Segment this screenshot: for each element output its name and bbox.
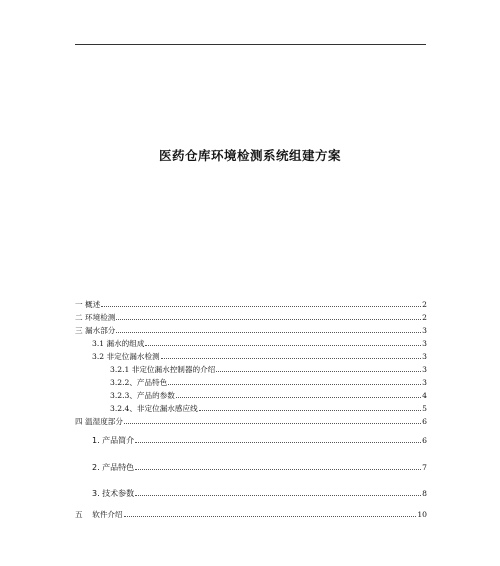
toc-entry-product-features[interactable] (92, 460, 427, 473)
toc-entry-3-2-2[interactable] (110, 375, 427, 388)
toc-entry-label: 3.2.4、非定位漏水感应线 (110, 404, 198, 413)
toc-dot-leader (135, 433, 421, 443)
toc-dot-leader (216, 362, 421, 372)
toc-dot-leader (124, 414, 421, 424)
toc-dot-leader (176, 388, 421, 398)
toc-entry-label: 3.1 漏水的组成 (92, 339, 145, 348)
toc-entry-label: 3. 技术参数 (92, 489, 135, 498)
toc-entry-label: 3.2.3、产品的参数 (110, 391, 175, 400)
toc-dot-leader (116, 310, 421, 320)
toc-dot-leader (135, 486, 421, 496)
toc-entry-leak[interactable] (75, 323, 427, 336)
toc-entry-label: 三 漏水部分 (75, 326, 116, 335)
toc-entry-environment[interactable] (75, 310, 427, 323)
toc-entry-product-intro[interactable] (92, 433, 427, 446)
toc-entry-3-2-1[interactable] (110, 362, 427, 375)
toc-page-number: 3 (422, 339, 427, 348)
toc-entry-label: 二 环境检测 (75, 313, 116, 322)
toc-dot-leader (199, 401, 421, 411)
toc-page-number: 6 (422, 417, 427, 426)
toc-dot-leader (116, 323, 421, 333)
toc-dot-leader (145, 336, 421, 346)
toc-dot-leader (161, 349, 422, 359)
toc-page-number: 2 (422, 300, 427, 309)
toc-page-number: 2 (422, 313, 427, 322)
toc-page-number: 5 (422, 404, 427, 413)
toc-page-number: 6 (422, 436, 427, 445)
toc-entry-label: 2. 产品特色 (92, 463, 135, 472)
toc-entry-label: 五 软件介绍 (75, 510, 123, 519)
toc-page-number: 8 (422, 489, 427, 498)
toc-dot-leader (135, 460, 421, 470)
toc-page-number: 10 (417, 510, 427, 519)
toc-dot-leader (101, 297, 421, 307)
toc-entry-label: 3.2 非定位漏水检测 (92, 352, 160, 361)
toc-entry-label: 1. 产品简介 (92, 436, 135, 445)
toc-entry-label: 3.2.2、产品特色 (110, 378, 168, 387)
toc-entry-temp-humidity[interactable] (75, 414, 427, 427)
toc-dot-leader (168, 375, 421, 385)
toc-dot-leader (124, 507, 417, 517)
toc-page-number: 3 (422, 365, 427, 374)
toc-entry-label: 3.2.1 非定位漏水控制器的介绍 (110, 365, 216, 374)
toc-entry-3-2-3[interactable] (110, 388, 427, 401)
toc-entry-3-2[interactable] (92, 349, 427, 362)
toc-entry-label: 四 温湿度部分 (75, 417, 123, 426)
toc-page-number: 3 (422, 326, 427, 335)
toc-entry-overview[interactable] (75, 297, 427, 310)
toc-entry-3-1[interactable] (92, 336, 427, 349)
toc-entry-tech-params[interactable] (92, 486, 427, 499)
toc-page-number: 3 (422, 352, 427, 361)
toc-page-number: 3 (422, 378, 427, 387)
toc-page-number: 4 (422, 391, 427, 400)
toc-entry-3-2-4[interactable] (110, 401, 427, 414)
toc-entry-label: 一 概述 (75, 300, 101, 309)
toc-entry-software[interactable] (75, 507, 427, 520)
toc-page-number: 7 (422, 463, 427, 472)
header-rule (75, 44, 426, 45)
document-title: 医药仓库环境检测系统组建方案 (158, 148, 341, 163)
